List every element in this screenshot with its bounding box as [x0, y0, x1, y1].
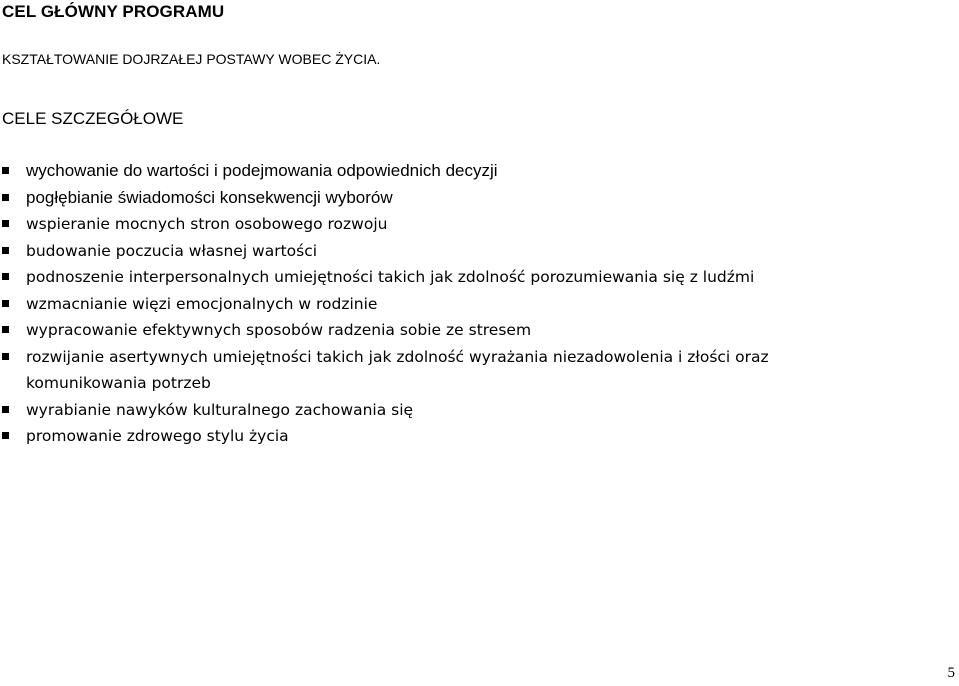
list-item: promowanie zdrowego stylu życia — [0, 423, 950, 450]
list-item: pogłębianie świadomości konsekwencji wyborów — [0, 185, 950, 212]
bullet-icon — [2, 300, 9, 307]
bullet-icon — [2, 220, 9, 227]
list-item: rozwijanie asertywnych umiejętności takich jak zdolność wyrażania niezadowolenia i złości oraz — [0, 344, 950, 371]
bullet-icon — [2, 432, 9, 439]
list-item: wypracowanie efektywnych sposobów radzenia sobie ze stresem — [0, 317, 950, 344]
bullet-icon — [2, 247, 9, 254]
list-item: wychowanie do wartości i podejmowania odpowiednich decyzji — [0, 158, 950, 185]
bullet-icon — [2, 194, 9, 201]
bullet-icon — [2, 167, 9, 174]
bullet-icon — [2, 353, 9, 360]
list-item: podnoszenie interpersonalnych umiejętności takich jak zdolność porozumiewania się z ludźmi — [0, 264, 950, 291]
specific-goals-list — [0, 158, 950, 450]
list-item: wyrabianie nawyków kulturalnego zachowania się — [0, 397, 950, 424]
list-item-continuation: komunikowania potrzeb — [26, 374, 211, 392]
bullet-icon — [2, 326, 9, 333]
list-item: wspieranie mocnych stron osobowego rozwoju — [0, 211, 950, 238]
list-item: wzmacnianie więzi emocjonalnych w rodzinie — [0, 291, 950, 318]
bullet-icon — [2, 406, 9, 413]
specific-goals-heading: CELE SZCZEGÓŁOWE — [2, 109, 184, 128]
page-number: 5 — [947, 665, 955, 681]
bullet-icon — [2, 273, 9, 280]
main-goal-text: KSZTAŁTOWANIE DOJRZAŁEJ POSTAWY WOBEC ŻYCIA. — [2, 51, 381, 67]
list-item: budowanie poczucia własnej wartości — [0, 238, 950, 265]
main-goal-heading: CEL GŁÓWNY PROGRAMU — [2, 2, 225, 21]
